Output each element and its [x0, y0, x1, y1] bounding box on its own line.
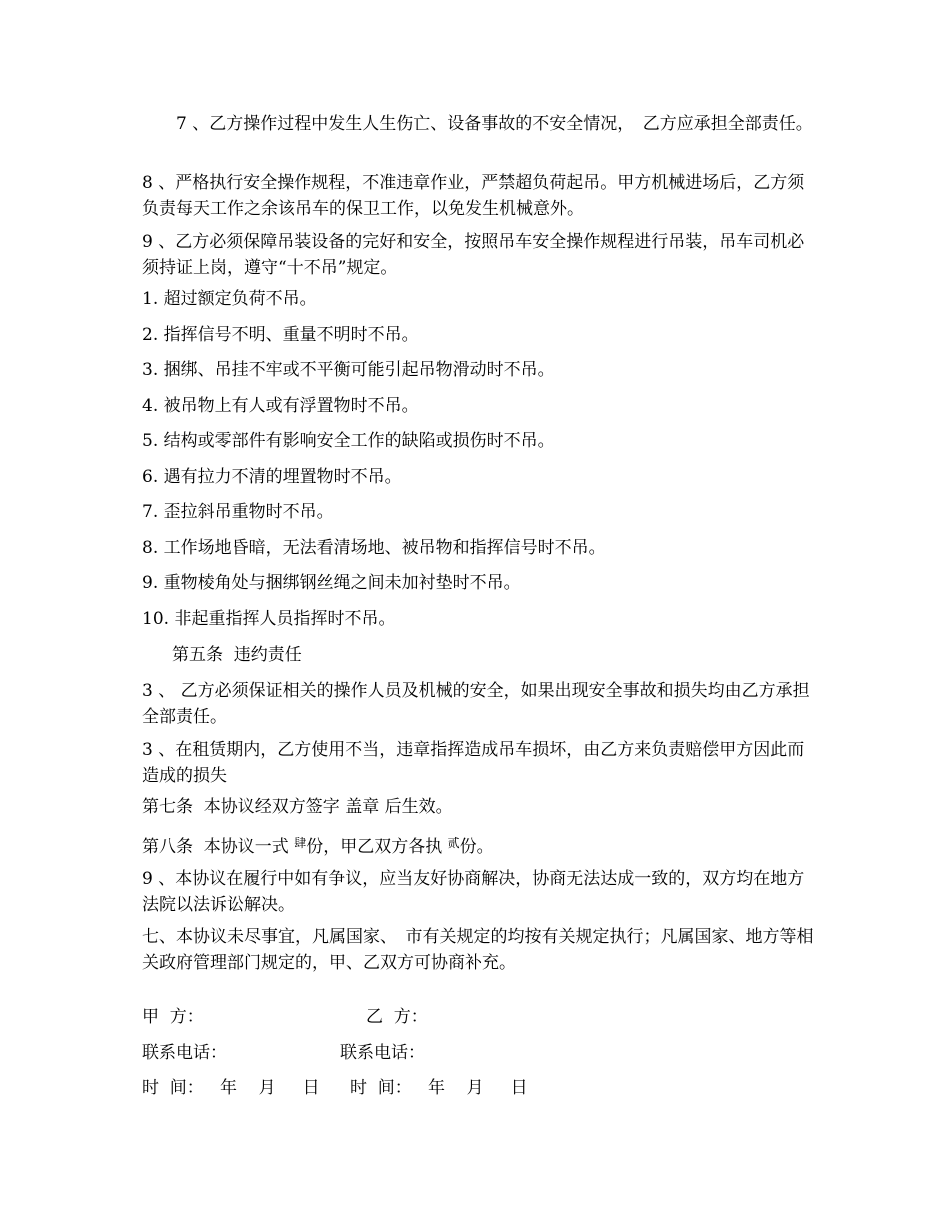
- clause-9-dispute: 9 、本协议在履行中如有争议，应当友好协商解决，协商无法达成一致的，双方均在地方法院以法诉讼解决。: [142, 869, 805, 915]
- clause-7: 7 、乙方操作过程中发生人生伤亡、设备事故的不安全情况， 乙方应承担全部责任。: [142, 114, 813, 134]
- phone-a-label: 联系电话：: [142, 1043, 227, 1063]
- rule-2: 2. 指挥信号不明、重量不明时不吊。: [142, 325, 419, 345]
- rule-1: 1. 超过额定负荷不吊。: [142, 289, 317, 309]
- time-a-label: 时 间： 年 月 日: [142, 1078, 320, 1098]
- article-8-middle: 份，甲乙双方各执: [306, 837, 448, 857]
- rule-3: 3. 捆绑、吊挂不牢或不平衡可能引起吊物滑动时不吊。: [142, 360, 555, 380]
- rule-10: 10. 非起重指挥人员指挥时不吊。: [142, 609, 396, 629]
- clause-9: 9 、乙方必须保障吊装设备的完好和安全，按照吊车安全操作规程进行吊装，吊车司机必须持证上岗，遵守“十不吊”规定。: [142, 232, 805, 278]
- article-8-suffix: 份。: [459, 837, 494, 857]
- rule-9: 9. 重物棱角处与捆绑钢丝绳之间未加衬垫时不吊。: [142, 573, 521, 593]
- phone-b-label: 联系电话：: [340, 1043, 425, 1063]
- party-b-label: 乙 方：: [366, 1007, 428, 1027]
- article-8: [142, 830, 814, 860]
- time-b-label: 时 间： 年 月 日: [350, 1078, 528, 1098]
- clause-7-supplement: 七、本协议未尽事宜，凡属国家、 市有关规定的均按有关规定执行；凡属国家、地方等相关政府管理部门规定的，甲、乙双方可协商补充。: [142, 927, 814, 973]
- copies-total: 肆: [294, 836, 307, 850]
- clause-8: 8 、严格执行安全操作规程，不准违章作业，严禁超负荷起吊。甲方机械进场后，乙方须负责每天工作之余该吊车的保卫工作，以免发生机械意外。: [142, 173, 805, 219]
- rule-7: 7. 歪拉斜吊重物时不吊。: [142, 502, 334, 522]
- article-7: 第七条 本协议经双方签字 盖章 后生效。: [142, 797, 453, 817]
- article-8-prefix: 第八条 本协议一式: [142, 837, 295, 857]
- copies-each: 贰: [447, 836, 460, 850]
- liability-clause-3a: 3 、 乙方必须保证相关的操作人员及机械的安全，如果出现安全事故和损失均由乙方承担全部责任。: [142, 681, 810, 727]
- rule-6: 6. 遇有拉力不清的埋置物时不吊。: [142, 467, 402, 487]
- rule-5: 5. 结构或零部件有影响安全工作的缺陷或损伤时不吊。: [142, 431, 555, 451]
- liability-clause-3b: 3 、在租赁期内，乙方使用不当，违章指挥造成吊车损坏，由乙方来负责赔偿甲方因此而造成的损失: [142, 740, 805, 786]
- rule-4: 4. 被吊物上有人或有浮置物时不吊。: [142, 396, 419, 416]
- party-a-label: 甲 方：: [142, 1007, 204, 1027]
- article-5-heading: 第五条 违约责任: [172, 645, 302, 665]
- rule-8: 8. 工作场地昏暗，无法看清场地、被吊物和指挥信号时不吊。: [142, 538, 606, 558]
